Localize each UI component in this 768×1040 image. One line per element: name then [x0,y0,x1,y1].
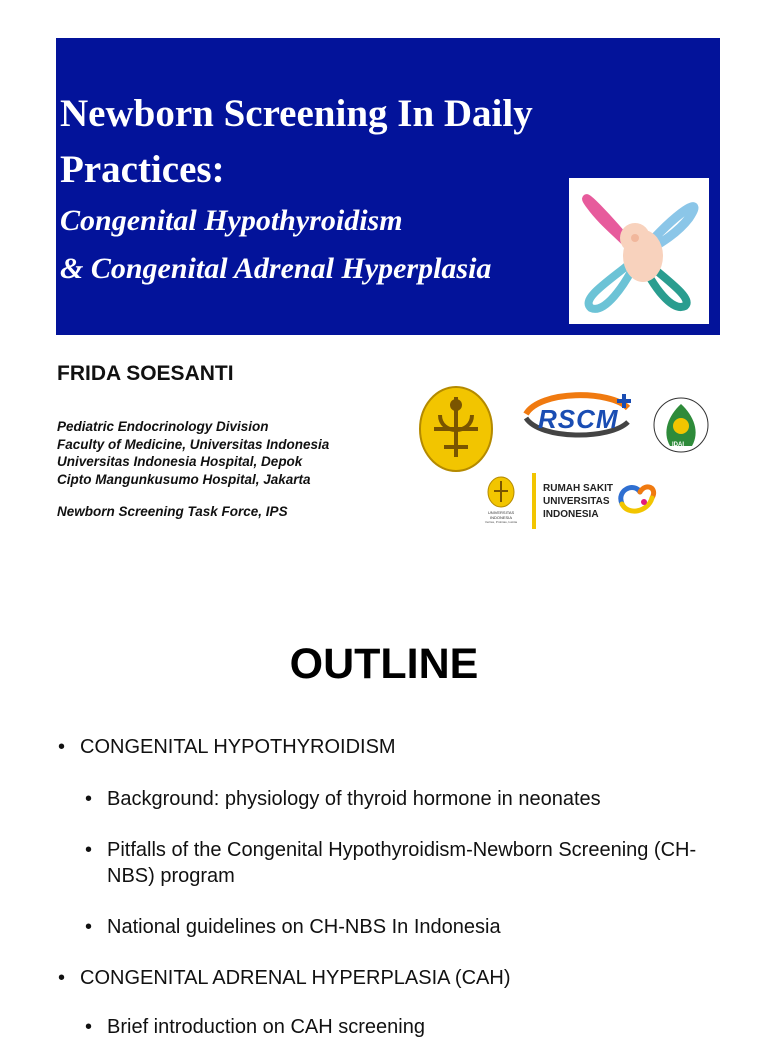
rsui-line-2: UNIVERSITAS [543,496,610,507]
task-force-label: Newborn Screening Task Force, IPS [57,504,288,519]
rsui-divider [532,473,536,529]
outline-item [58,734,720,760]
outline-item-text: Pitfalls of the Congenital Hypothyroidism-Newborn Screening (CH-NBS) program [107,839,697,887]
outline-subitem [85,786,717,812]
bullet-icon: • [85,1016,93,1038]
fetus-icon [569,178,709,324]
slide-subtitle-line-2: & Congenital Adrenal Hyperplasia [60,252,492,285]
rscm-logo-text: RSCM [538,404,619,434]
outline-subitem [85,914,717,940]
outline-subitem [85,837,717,889]
outline-item-text: Brief introduction on CAH screening [107,1016,425,1038]
bullet-icon: • [85,916,93,938]
rsui-swirl-icon [614,480,658,518]
affiliation-item: Faculty of Medicine, Universitas Indonesia [57,436,330,452]
outline-subitem [85,1014,717,1040]
idai-logo [650,392,712,458]
slide-subtitle-line-1: Congenital Hypothyroidism [60,204,403,237]
author-name: FRIDA SOESANTI [57,362,234,385]
rsui-line-3: INDONESIA [543,509,599,520]
idai-short-text: IDAI [672,442,684,448]
bullet-icon: • [85,839,93,861]
title-banner [56,38,720,335]
universitas-indonesia-logo [416,385,496,475]
outline-item-text: CONGENITAL ADRENAL HYPERPLASIA (CAH) [80,967,511,989]
ui-small-motto: Veritas, Probitas, Iustitia [484,520,518,524]
rscm-logo [520,388,635,444]
bullet-icon: • [85,788,93,810]
affiliation-item: Cipto Mangunkusumo Hospital, Jakarta [57,471,311,487]
outline-item [58,965,720,991]
rsui-wordmark [543,482,623,524]
outline-item-text: Background: physiology of thyroid hormone in neonates [107,788,601,810]
rsui-line-1: RUMAH SAKIT [543,483,613,494]
bullet-icon: • [58,736,66,758]
ui-small-caption: UNIVERSITAS INDONESIA [487,510,515,520]
affiliation-item: Pediatric Endocrinology Division [57,419,269,434]
outline-item-text: CONGENITAL HYPOTHYROIDISM [80,736,396,758]
outline-heading: OUTLINE [289,640,479,688]
affiliation-item: Universitas Indonesia Hospital, Depok [57,454,303,469]
ui-small-logo [484,476,518,526]
bullet-icon: • [58,967,66,989]
outline-item-text: National guidelines on CH-NBS In Indonesia [107,916,501,938]
affiliation-list [57,418,329,488]
newborn-screening-logo [569,178,709,324]
slide-title: Newborn Screening In Daily Practices: [60,92,533,191]
